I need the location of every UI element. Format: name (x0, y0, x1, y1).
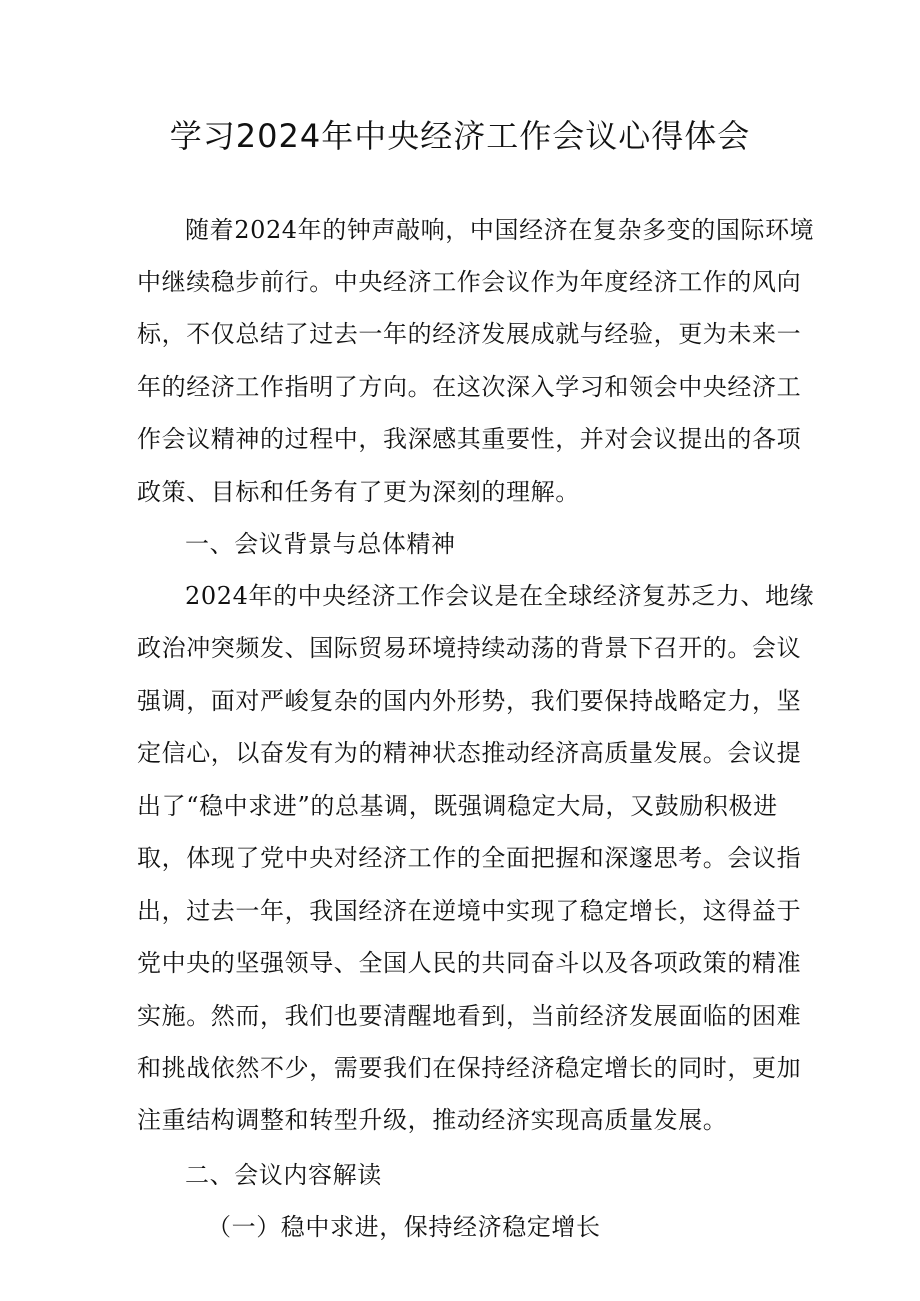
section-heading-1: 一、会议背景与总体精神 (185, 530, 456, 558)
paragraph-line: 随着2024年的钟声敲响，中国经济在复杂多变的国际环境 (185, 216, 815, 244)
paragraph-line: 定信心，以奋发有为的精神状态推动经济高质量发展。会议提 (137, 739, 802, 767)
subsection-heading: （一）稳中求进，保持经济稳定增长 (207, 1213, 601, 1241)
paragraph-line: 和挑战依然不少，需要我们在保持经济稳定增长的同时，更加 (137, 1054, 802, 1082)
paragraph-line: 强调，面对严峻复杂的国内外形势，我们要保持战略定力，坚 (137, 687, 802, 715)
paragraph-line: 政治冲突频发、国际贸易环境持续动荡的背景下召开的。会议 (137, 634, 802, 662)
paragraph-line: 出，过去一年，我国经济在逆境中实现了稳定增长，这得益于 (137, 897, 802, 925)
paragraph-line: 出了“稳中求进”的总基调，既强调稳定大局，又鼓励积极进 (137, 792, 778, 820)
paragraph-line: 2024年的中央经济工作会议是在全球经济复苏乏力、地缘 (185, 582, 815, 610)
paragraph-line: 取，体现了党中央对经济工作的全面把握和深邃思考。会议指 (137, 844, 802, 872)
paragraph-line: 注重结构调整和转型升级，推动经济实现高质量发展。 (137, 1106, 728, 1134)
document-title: 学习2024年中央经济工作会议心得体会 (169, 117, 751, 155)
section-heading-2: 二、会议内容解读 (185, 1161, 382, 1189)
paragraph-line: 中继续稳步前行。中央经济工作会议作为年度经济工作的风向 (137, 268, 802, 296)
paragraph-line: 政策、目标和任务有了更为深刻的理解。 (137, 478, 580, 506)
paragraph-line: 标，不仅总结了过去一年的经济发展成就与经验，更为未来一 (137, 320, 802, 348)
paragraph-line: 作会议精神的过程中，我深感其重要性，并对会议提出的各项 (137, 425, 802, 453)
paragraph-line: 年的经济工作指明了方向。在这次深入学习和领会中央经济工 (137, 373, 802, 401)
paragraph-line: 党中央的坚强领导、全国人民的共同奋斗以及各项政策的精准 (137, 949, 802, 977)
paragraph-line: 实施。然而，我们也要清醒地看到，当前经济发展面临的困难 (137, 1002, 802, 1030)
